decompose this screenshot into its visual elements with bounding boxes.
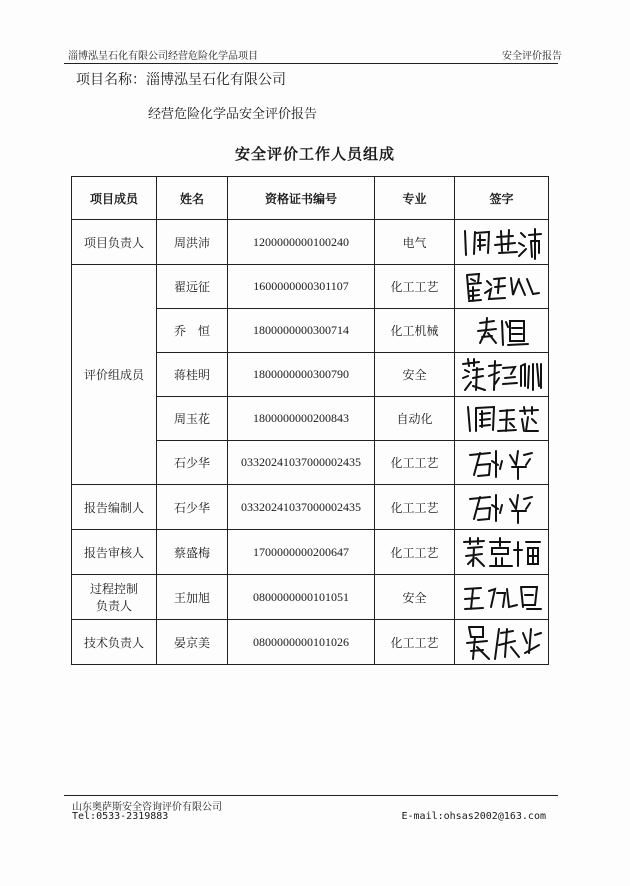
header-role: 项目成员 <box>72 177 157 220</box>
table-header-row <box>72 177 549 220</box>
cert-cell: 1600000000301107 <box>228 265 375 309</box>
signature-cell <box>455 441 549 485</box>
role-cell <box>72 575 157 620</box>
role-cell: 报告编制人 <box>72 485 157 530</box>
project-name-line <box>76 69 286 89</box>
header-major: 专业 <box>375 177 455 220</box>
cert-cell: 1800000000300714 <box>228 309 375 353</box>
handwritten-signature <box>461 269 543 305</box>
major-cell: 自动化 <box>375 397 455 441</box>
table-row <box>72 620 549 665</box>
role-cell: 项目负责人 <box>72 220 157 265</box>
role-cell: 报告审核人 <box>72 530 157 575</box>
major-cell: 化工工艺 <box>375 485 455 530</box>
handwritten-signature <box>461 579 543 615</box>
name-cell: 石少华 <box>157 441 228 485</box>
name-cell: 乔 恒 <box>157 309 228 353</box>
cert-cell: 0800000000101051 <box>228 575 375 620</box>
handwritten-signature <box>466 445 538 481</box>
header-signature: 签字 <box>455 177 549 220</box>
name-cell: 蔡盛梅 <box>157 530 228 575</box>
signature-cell <box>455 353 549 397</box>
header-report-type: 安全评价报告 <box>502 51 562 62</box>
signature-cell <box>455 265 549 309</box>
name-cell: 周玉花 <box>157 397 228 441</box>
signature-cell <box>455 485 549 530</box>
cert-cell: 1800000000200843 <box>228 397 375 441</box>
footer-company: 山东奥萨斯安全咨询评价有限公司 <box>72 802 222 813</box>
handwritten-signature <box>472 313 532 349</box>
footer-divider <box>64 795 558 796</box>
handwritten-signature <box>459 356 545 394</box>
signature-cell <box>455 530 549 575</box>
handwritten-signature <box>461 623 543 661</box>
major-cell: 化工机械 <box>375 309 455 353</box>
table-row <box>72 265 549 309</box>
cert-cell: 1200000000100240 <box>228 220 375 265</box>
major-cell: 电气 <box>375 220 455 265</box>
cert-cell: 0800000000101026 <box>228 620 375 665</box>
header-name: 姓名 <box>157 177 228 220</box>
major-cell: 化工工艺 <box>375 530 455 575</box>
role-line: 负责人 <box>95 599 132 613</box>
report-name: 经营危险化学品安全评价报告 <box>148 107 318 122</box>
signature-cell <box>455 309 549 353</box>
major-cell: 安全 <box>375 353 455 397</box>
signature-cell <box>455 220 549 265</box>
page-title: 安全评价工作人员组成 <box>234 145 395 163</box>
cert-cell: 03320241037000002435 <box>228 441 375 485</box>
name-cell: 翟远征 <box>157 265 228 309</box>
signature-cell <box>455 620 549 665</box>
cert-cell: 1700000000200647 <box>228 530 375 575</box>
project-name-value: 淄博泓呈石化有限公司 <box>146 72 286 88</box>
major-cell: 化工工艺 <box>375 265 455 309</box>
header-divider <box>64 63 558 64</box>
major-cell: 安全 <box>375 575 455 620</box>
table-row <box>72 575 549 620</box>
handwritten-signature <box>466 489 538 525</box>
header-cert: 资格证书编号 <box>228 177 375 220</box>
handwritten-signature <box>460 534 544 570</box>
table-row <box>72 530 549 575</box>
major-cell: 化工工艺 <box>375 620 455 665</box>
table-row <box>72 220 549 265</box>
handwritten-signature <box>462 401 542 437</box>
cert-cell: 1800000000300790 <box>228 353 375 397</box>
footer-tel: Tel:0533-2319883 <box>72 811 169 822</box>
signature-cell <box>455 575 549 620</box>
staff-table <box>71 176 549 665</box>
role-line: 过程控制 <box>89 582 138 596</box>
major-cell: 化工工艺 <box>375 441 455 485</box>
header-project-title: 淄博泓呈石化有限公司经营危险化学品项目 <box>68 51 258 62</box>
footer-email: E-mail:ohsas2002@163.com <box>401 811 546 822</box>
role-cell: 技术负责人 <box>72 620 157 665</box>
handwritten-signature <box>459 223 545 261</box>
name-cell: 王加旭 <box>157 575 228 620</box>
project-name-label: 项目名称： <box>76 72 146 88</box>
role-cell: 评价组成员 <box>72 265 157 485</box>
name-cell: 周洪沛 <box>157 220 228 265</box>
name-cell: 蒋桂明 <box>157 353 228 397</box>
cert-cell: 03320241037000002435 <box>228 485 375 530</box>
signature-cell <box>455 397 549 441</box>
table-row <box>72 485 549 530</box>
name-cell: 晏京美 <box>157 620 228 665</box>
name-cell: 石少华 <box>157 485 228 530</box>
